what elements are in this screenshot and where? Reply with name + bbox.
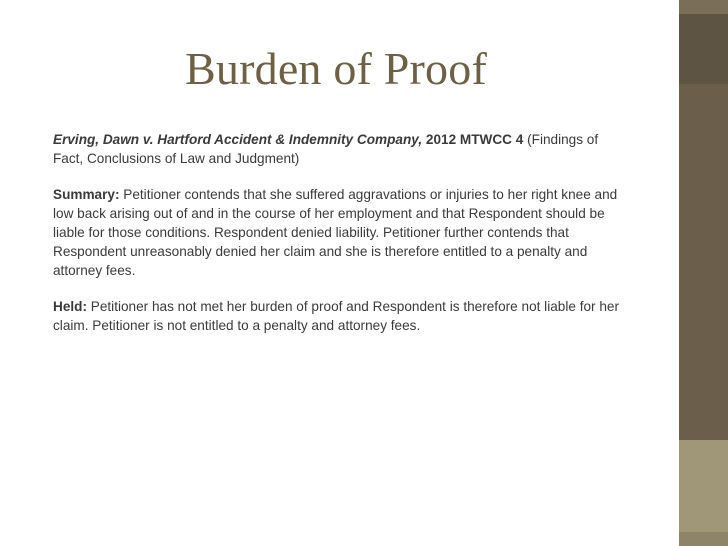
decorative-sidebar xyxy=(679,0,728,546)
held-text: Petitioner has not met her burden of proof and Respondent is therefore not liable for her claim. Petitioner is not entitled to a penalty and attorney fees. xyxy=(53,299,619,333)
citation-paragraph xyxy=(53,130,628,168)
sidebar-block-lower xyxy=(679,440,728,532)
sidebar-divider xyxy=(675,0,679,546)
summary-text: Petitioner contends that she suffered aggravations or injuries to her right knee and low back arising out of and in the course of her employment and that Respondent should be liable for those conditions. Respondent denied liability. Petitioner further contends that Respondent unreasonably denied her claim and she is therefore entitled to a penalty and attorney fees. xyxy=(53,187,618,278)
citation-note: (Findings of Fact, Conclusions of Law and Judgment) xyxy=(53,132,599,166)
held-label: Held: xyxy=(53,299,87,314)
sidebar-block-bottom xyxy=(679,532,728,546)
case-name: Erving, Dawn v. Hartford Accident & Indemnity Company, xyxy=(53,132,423,147)
sidebar-block-top xyxy=(679,0,728,14)
court-cite: 2012 MTWCC 4 xyxy=(425,132,524,147)
sidebar-block-upper xyxy=(679,14,728,84)
summary-paragraph xyxy=(53,185,628,280)
summary-label: Summary: xyxy=(53,187,120,202)
slide-content xyxy=(53,130,628,352)
held-paragraph xyxy=(53,297,628,335)
slide-title: Burden of Proof xyxy=(185,43,487,94)
